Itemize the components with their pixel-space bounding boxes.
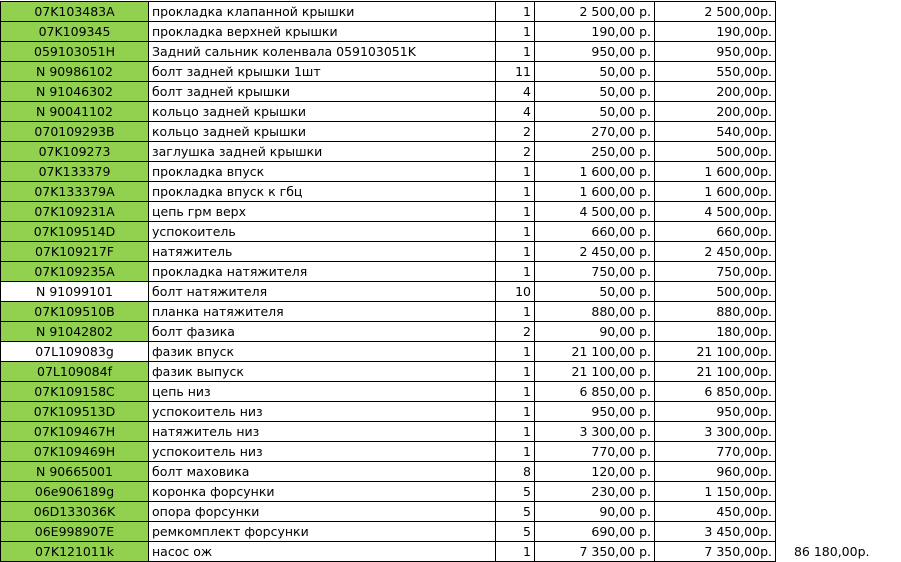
code-cell[interactable]: 07K109510B — [1, 302, 149, 322]
empty-cell[interactable] — [776, 122, 900, 142]
table-row — [1, 42, 900, 62]
empty-cell[interactable] — [776, 202, 900, 222]
sum-cell[interactable]: 960,00р. — [655, 462, 776, 482]
code-cell[interactable]: 07K109469H — [1, 442, 149, 462]
sum-cell[interactable]: 1 600,00р. — [655, 182, 776, 202]
qty-cell[interactable]: 1 — [496, 162, 535, 182]
name-cell[interactable]: болт задней крышки 1шт — [149, 62, 496, 82]
empty-cell[interactable] — [776, 162, 900, 182]
price-cell[interactable]: 950,00 р. — [535, 42, 655, 62]
qty-cell[interactable]: 4 — [496, 82, 535, 102]
name-cell[interactable]: успокоитель низ — [149, 402, 496, 422]
table-row — [1, 122, 900, 142]
sum-cell[interactable]: 500,00р. — [655, 282, 776, 302]
price-cell[interactable]: 770,00 р. — [535, 442, 655, 462]
empty-cell[interactable] — [776, 382, 900, 402]
grand-total-cell[interactable]: 86 180,00р. — [776, 542, 900, 562]
qty-cell[interactable]: 1 — [496, 202, 535, 222]
qty-cell[interactable]: 5 — [496, 502, 535, 522]
empty-cell[interactable] — [776, 502, 900, 522]
empty-cell[interactable] — [776, 362, 900, 382]
sum-cell[interactable]: 550,00р. — [655, 62, 776, 82]
table-row — [1, 182, 900, 202]
code-cell[interactable]: N 90041102 — [1, 102, 149, 122]
name-cell[interactable]: болт натяжителя — [149, 282, 496, 302]
qty-cell[interactable]: 5 — [496, 482, 535, 502]
name-cell[interactable]: фазик впуск — [149, 342, 496, 362]
empty-cell[interactable] — [776, 442, 900, 462]
empty-cell[interactable] — [776, 482, 900, 502]
empty-cell[interactable] — [776, 302, 900, 322]
table-row — [1, 422, 900, 442]
qty-cell[interactable]: 1 — [496, 302, 535, 322]
empty-cell[interactable] — [776, 282, 900, 302]
code-cell[interactable]: 07K109235A — [1, 262, 149, 282]
empty-cell[interactable] — [776, 62, 900, 82]
table-row — [1, 362, 900, 382]
price-cell[interactable]: 1 600,00 р. — [535, 162, 655, 182]
qty-cell[interactable]: 8 — [496, 462, 535, 482]
price-cell[interactable]: 1 600,00 р. — [535, 182, 655, 202]
name-cell[interactable]: натяжитель — [149, 242, 496, 262]
empty-cell[interactable] — [776, 102, 900, 122]
price-cell[interactable]: 90,00 р. — [535, 502, 655, 522]
qty-cell[interactable]: 1 — [496, 22, 535, 42]
sum-cell[interactable]: 180,00р. — [655, 322, 776, 342]
qty-cell[interactable]: 2 — [496, 142, 535, 162]
table-row — [1, 102, 900, 122]
name-cell[interactable]: натяжитель низ — [149, 422, 496, 442]
table-row — [1, 282, 900, 302]
code-cell[interactable]: 070109293B — [1, 122, 149, 142]
price-cell[interactable]: 750,00 р. — [535, 262, 655, 282]
code-cell[interactable]: N 91046302 — [1, 82, 149, 102]
qty-cell[interactable]: 11 — [496, 62, 535, 82]
price-cell[interactable]: 190,00 р. — [535, 22, 655, 42]
empty-cell[interactable] — [776, 142, 900, 162]
sum-cell[interactable]: 880,00р. — [655, 302, 776, 322]
price-cell[interactable]: 50,00 р. — [535, 82, 655, 102]
table-row — [1, 522, 900, 542]
price-cell[interactable]: 2 500,00 р. — [535, 2, 655, 22]
sum-cell[interactable]: 21 100,00р. — [655, 362, 776, 382]
name-cell[interactable]: прокладка впуск — [149, 162, 496, 182]
empty-cell[interactable] — [776, 322, 900, 342]
sum-cell[interactable]: 950,00р. — [655, 42, 776, 62]
code-cell[interactable]: N 90665001 — [1, 462, 149, 482]
qty-cell[interactable]: 1 — [496, 402, 535, 422]
table-row — [1, 82, 900, 102]
table-row — [1, 502, 900, 522]
sum-cell[interactable]: 3 300,00р. — [655, 422, 776, 442]
empty-cell[interactable] — [776, 42, 900, 62]
price-cell[interactable]: 4 500,00 р. — [535, 202, 655, 222]
price-cell[interactable]: 7 350,00 р. — [535, 542, 655, 562]
table-row — [1, 262, 900, 282]
sum-cell[interactable]: 950,00р. — [655, 402, 776, 422]
qty-cell[interactable]: 1 — [496, 182, 535, 202]
sum-cell[interactable]: 4 500,00р. — [655, 202, 776, 222]
table-row — [1, 342, 900, 362]
empty-cell[interactable] — [776, 422, 900, 442]
code-cell[interactable]: 07L109083g — [1, 342, 149, 362]
qty-cell[interactable]: 1 — [496, 42, 535, 62]
sum-cell[interactable]: 190,00р. — [655, 22, 776, 42]
qty-cell[interactable]: 1 — [496, 542, 535, 562]
empty-cell[interactable] — [776, 402, 900, 422]
price-cell[interactable]: 690,00 р. — [535, 522, 655, 542]
price-cell[interactable]: 21 100,00 р. — [535, 342, 655, 362]
name-cell[interactable]: цепь грм верх — [149, 202, 496, 222]
price-cell[interactable]: 120,00 р. — [535, 462, 655, 482]
sum-cell[interactable]: 200,00р. — [655, 102, 776, 122]
name-cell[interactable]: прокладка впуск к гбц — [149, 182, 496, 202]
sum-cell[interactable]: 200,00р. — [655, 82, 776, 102]
code-cell[interactable]: 07K109158C — [1, 382, 149, 402]
table-row — [1, 242, 900, 262]
name-cell[interactable]: болт маховика — [149, 462, 496, 482]
qty-cell[interactable]: 1 — [496, 262, 535, 282]
qty-cell[interactable]: 1 — [496, 422, 535, 442]
price-cell[interactable]: 90,00 р. — [535, 322, 655, 342]
code-cell[interactable]: 07K109231A — [1, 202, 149, 222]
sum-cell[interactable]: 1 150,00р. — [655, 482, 776, 502]
price-cell[interactable]: 880,00 р. — [535, 302, 655, 322]
code-cell[interactable]: 059103051H — [1, 42, 149, 62]
name-cell[interactable]: успокоитель низ — [149, 442, 496, 462]
sum-cell[interactable]: 540,00р. — [655, 122, 776, 142]
table-row — [1, 22, 900, 42]
qty-cell[interactable]: 10 — [496, 282, 535, 302]
code-cell[interactable]: 07K109345 — [1, 22, 149, 42]
code-cell[interactable]: 07K109514D — [1, 222, 149, 242]
name-cell[interactable]: планка натяжителя — [149, 302, 496, 322]
table-row — [1, 382, 900, 402]
name-cell[interactable]: опора форсунки — [149, 502, 496, 522]
price-cell[interactable]: 250,00 р. — [535, 142, 655, 162]
name-cell[interactable]: заглушка задней крышки — [149, 142, 496, 162]
code-cell[interactable]: 07L109084f — [1, 362, 149, 382]
table-row — [1, 2, 900, 22]
empty-cell[interactable] — [776, 2, 900, 22]
parts-spreadsheet — [0, 1, 900, 562]
code-cell[interactable]: N 90986102 — [1, 62, 149, 82]
price-cell[interactable]: 50,00 р. — [535, 62, 655, 82]
code-cell[interactable]: 06D133036K — [1, 502, 149, 522]
sum-cell[interactable]: 450,00р. — [655, 502, 776, 522]
qty-cell[interactable]: 4 — [496, 102, 535, 122]
name-cell[interactable]: прокладка верхней крышки — [149, 22, 496, 42]
empty-cell[interactable] — [776, 462, 900, 482]
table-row — [1, 62, 900, 82]
price-cell[interactable]: 950,00 р. — [535, 402, 655, 422]
empty-cell[interactable] — [776, 342, 900, 362]
qty-cell[interactable]: 2 — [496, 322, 535, 342]
name-cell[interactable]: болт задней крышки — [149, 82, 496, 102]
code-cell[interactable]: 07K103483A — [1, 2, 149, 22]
price-cell[interactable]: 21 100,00 р. — [535, 362, 655, 382]
table-row — [1, 142, 900, 162]
code-cell[interactable]: 07K109467H — [1, 422, 149, 442]
code-cell[interactable]: 07K109273 — [1, 142, 149, 162]
sum-cell[interactable]: 6 850,00р. — [655, 382, 776, 402]
price-cell[interactable]: 270,00 р. — [535, 122, 655, 142]
sum-cell[interactable]: 500,00р. — [655, 142, 776, 162]
empty-cell[interactable] — [776, 242, 900, 262]
table-row — [1, 202, 900, 222]
table-row — [1, 322, 900, 342]
sum-cell[interactable]: 2 450,00р. — [655, 242, 776, 262]
price-cell[interactable]: 230,00 р. — [535, 482, 655, 502]
empty-cell[interactable] — [776, 522, 900, 542]
price-cell[interactable]: 660,00 р. — [535, 222, 655, 242]
code-cell[interactable]: 06E998907E — [1, 522, 149, 542]
qty-cell[interactable]: 1 — [496, 362, 535, 382]
name-cell[interactable]: прокладка натяжителя — [149, 262, 496, 282]
sum-cell[interactable]: 750,00р. — [655, 262, 776, 282]
code-cell[interactable]: 07K133379A — [1, 182, 149, 202]
qty-cell[interactable]: 1 — [496, 242, 535, 262]
code-cell[interactable]: 07K109513D — [1, 402, 149, 422]
sum-cell[interactable]: 21 100,00р. — [655, 342, 776, 362]
sum-cell[interactable]: 3 450,00р. — [655, 522, 776, 542]
qty-cell[interactable]: 1 — [496, 442, 535, 462]
empty-cell[interactable] — [776, 22, 900, 42]
empty-cell[interactable] — [776, 222, 900, 242]
sum-cell[interactable]: 2 500,00р. — [655, 2, 776, 22]
empty-cell[interactable] — [776, 182, 900, 202]
qty-cell[interactable]: 1 — [496, 342, 535, 362]
name-cell[interactable]: прокладка клапанной крышки — [149, 2, 496, 22]
empty-cell[interactable] — [776, 262, 900, 282]
price-cell[interactable]: 6 850,00 р. — [535, 382, 655, 402]
table-row — [1, 222, 900, 242]
price-cell[interactable]: 3 300,00 р. — [535, 422, 655, 442]
name-cell[interactable]: успокоитель — [149, 222, 496, 242]
sum-cell[interactable]: 660,00р. — [655, 222, 776, 242]
name-cell[interactable]: насос ож — [149, 542, 496, 562]
qty-cell[interactable]: 5 — [496, 522, 535, 542]
name-cell[interactable]: цепь низ — [149, 382, 496, 402]
code-cell[interactable]: N 91042802 — [1, 322, 149, 342]
price-cell[interactable]: 50,00 р. — [535, 282, 655, 302]
name-cell[interactable]: кольцо задней крышки — [149, 122, 496, 142]
name-cell[interactable]: коронка форсунки — [149, 482, 496, 502]
table-row — [1, 402, 900, 422]
code-cell[interactable]: 06e906189g — [1, 482, 149, 502]
name-cell[interactable]: кольцо задней крышки — [149, 102, 496, 122]
name-cell[interactable]: фазик выпуск — [149, 362, 496, 382]
code-cell[interactable]: 07K133379 — [1, 162, 149, 182]
qty-cell[interactable]: 1 — [496, 222, 535, 242]
sum-cell[interactable]: 770,00р. — [655, 442, 776, 462]
price-cell[interactable]: 2 450,00 р. — [535, 242, 655, 262]
qty-cell[interactable]: 1 — [496, 2, 535, 22]
name-cell[interactable]: болт фазика — [149, 322, 496, 342]
price-cell[interactable]: 50,00 р. — [535, 102, 655, 122]
table-body — [1, 2, 900, 562]
table-row — [1, 442, 900, 462]
sum-cell[interactable]: 1 600,00р. — [655, 162, 776, 182]
name-cell[interactable]: ремкомплект форсунки — [149, 522, 496, 542]
empty-cell[interactable] — [776, 82, 900, 102]
table-row — [1, 162, 900, 182]
qty-cell[interactable]: 1 — [496, 382, 535, 402]
name-cell[interactable]: Задний сальник коленвала 059103051K — [149, 42, 496, 62]
table-row — [1, 302, 900, 322]
table-row — [1, 542, 900, 562]
code-cell[interactable]: 07K109217F — [1, 242, 149, 262]
code-cell[interactable]: N 91099101 — [1, 282, 149, 302]
table-row — [1, 462, 900, 482]
qty-cell[interactable]: 2 — [496, 122, 535, 142]
sum-cell[interactable]: 7 350,00р. — [655, 542, 776, 562]
table-row — [1, 482, 900, 502]
code-cell[interactable]: 07K121011k — [1, 542, 149, 562]
